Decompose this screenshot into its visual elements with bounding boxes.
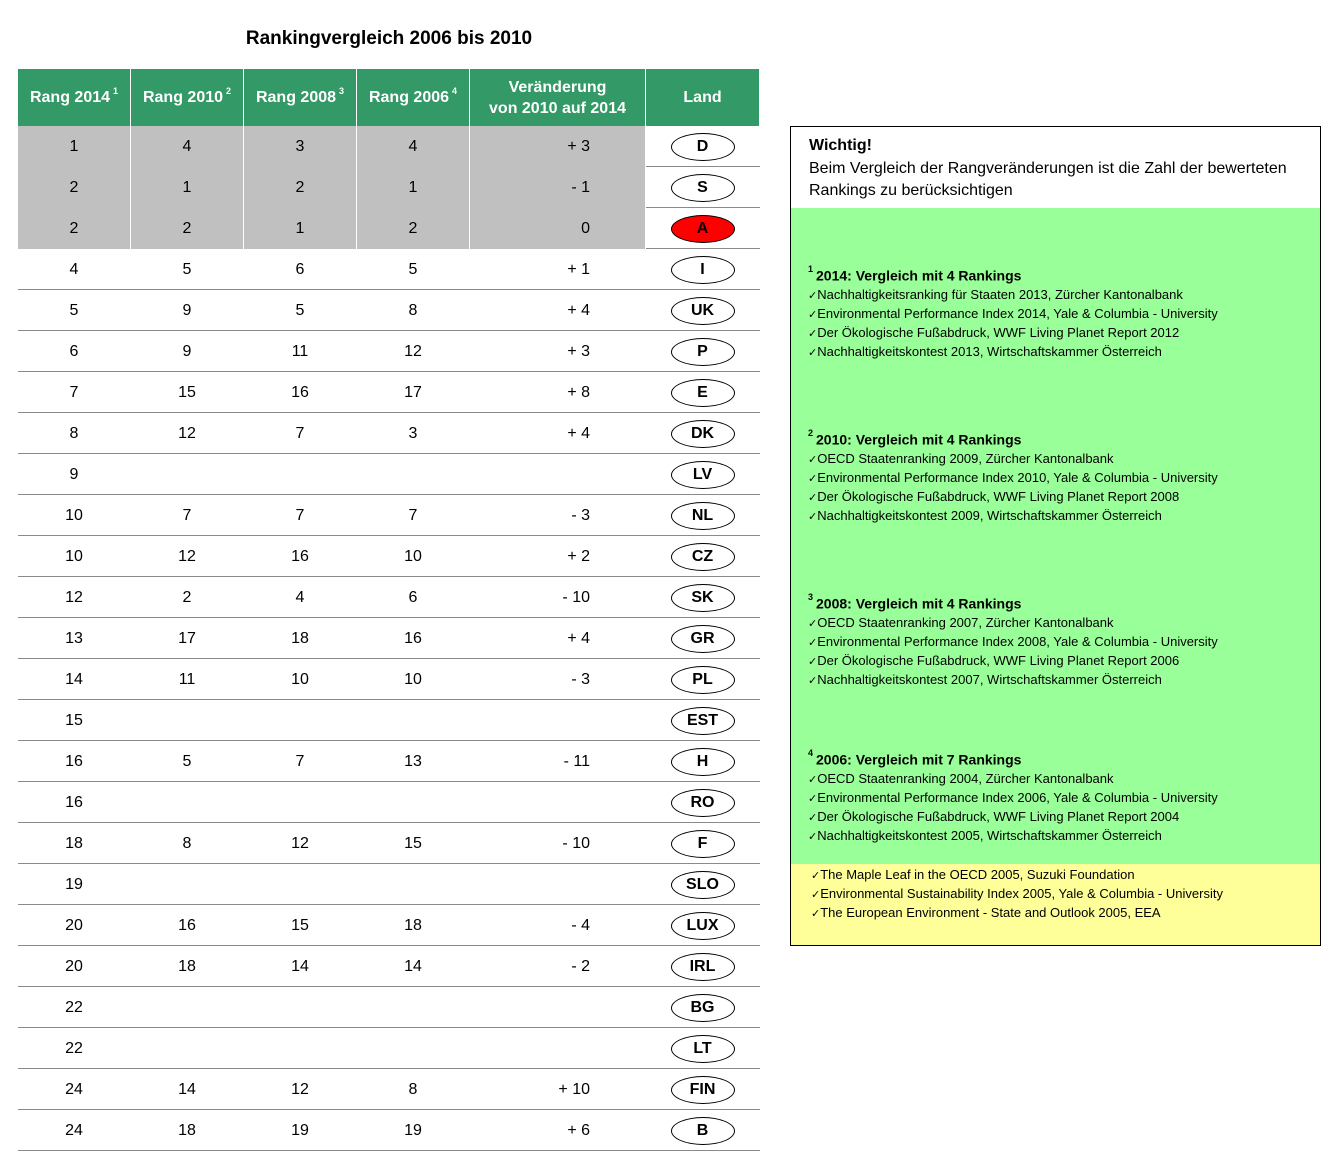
cell-rang-2010: 8	[182, 834, 192, 852]
cell-rang-2008: 3	[244, 126, 356, 167]
change-value: + 4	[567, 424, 590, 442]
cell-rang-2010: 12	[178, 547, 196, 565]
cell-rang-2010	[131, 700, 243, 741]
check-icon: ✓	[808, 309, 818, 321]
cell-rang-2008: 16	[291, 383, 309, 401]
cell-veraenderung	[470, 413, 645, 454]
table-row	[18, 126, 760, 167]
ranking-section	[808, 428, 1313, 526]
table-row	[18, 1069, 760, 1110]
info-extra-rankings	[791, 864, 1320, 945]
cell-veraenderung	[470, 1110, 645, 1151]
change-value: + 3	[567, 137, 590, 155]
cell-land	[646, 331, 759, 372]
cell-land	[646, 249, 759, 290]
cell-land	[646, 618, 759, 659]
cell-rang-2010: 5	[182, 752, 192, 770]
cell-land	[646, 946, 759, 987]
cell-rang-2008: 12	[291, 1080, 309, 1098]
cell-land	[646, 167, 759, 208]
cell-rang-2010: 5	[182, 260, 192, 278]
change-value: + 10	[558, 1080, 590, 1098]
table-row	[18, 987, 760, 1028]
info-header	[791, 127, 1320, 208]
table-row	[18, 659, 760, 700]
cell-veraenderung	[470, 126, 645, 167]
cell-rang-2010: 16	[178, 916, 196, 934]
header-land: Land	[646, 69, 759, 126]
list-item: ✓Der Ökologische Fußabdruck, WWF Living Planet Report 2012	[808, 325, 1180, 340]
list-item: ✓The European Environment - State and Outlook 2005, EEA	[811, 905, 1161, 920]
cell-rang-2008: 14	[291, 957, 309, 975]
change-value: - 3	[571, 670, 590, 688]
check-icon: ✓	[808, 618, 818, 630]
cell-veraenderung	[470, 823, 645, 864]
country-badge: E	[671, 379, 735, 407]
table-row	[18, 413, 760, 454]
cell-rang-2006: 3	[408, 424, 418, 442]
table-row	[18, 495, 760, 536]
cell-rang-2010	[131, 782, 243, 823]
country-badge: DK	[671, 420, 735, 448]
header-rang-2008: Rang 2008 $^3$	[244, 69, 356, 126]
cell-rang-2014: 6	[69, 342, 79, 360]
cell-land	[646, 1110, 759, 1151]
country-badge: S	[671, 174, 735, 202]
cell-rang-2008: 7	[295, 424, 305, 442]
ranking-table	[18, 69, 760, 1151]
country-badge: H	[671, 748, 735, 776]
check-icon: ✓	[808, 656, 818, 668]
cell-rang-2006: 14	[404, 957, 422, 975]
cell-rang-2008: 7	[295, 506, 305, 524]
list-item: ✓OECD Staatenranking 2009, Zürcher Kantonalbank	[808, 451, 1114, 466]
country-badge: LUX	[671, 912, 735, 940]
change-value: - 11	[563, 752, 590, 770]
check-icon: ✓	[808, 328, 818, 340]
check-icon: ✓	[811, 889, 821, 901]
table-row	[18, 208, 760, 249]
cell-rang-2014: 24	[65, 1121, 83, 1139]
cell-land	[646, 700, 759, 741]
cell-rang-2006: 6	[408, 588, 418, 606]
table-row	[18, 946, 760, 987]
cell-rang-2008	[244, 864, 356, 905]
ranking-section	[808, 264, 1313, 362]
change-value: + 3	[567, 342, 590, 360]
cell-land	[646, 208, 759, 249]
table-row	[18, 454, 760, 495]
cell-rang-2006: 8	[408, 301, 418, 319]
list-item: ✓Nachhaltigkeitskontest 2005, Wirtschaftskammer Österreich	[808, 828, 1162, 843]
list-item: ✓Nachhaltigkeitskontest 2013, Wirtschaftskammer Österreich	[808, 344, 1162, 359]
cell-rang-2010: 18	[178, 1121, 196, 1139]
cell-land	[646, 1028, 759, 1069]
table-row	[18, 700, 760, 741]
cell-rang-2014: 15	[65, 711, 83, 729]
check-icon: ✓	[808, 347, 818, 359]
cell-rang-2014: 19	[65, 875, 83, 893]
cell-rang-2008: 10	[291, 670, 309, 688]
check-icon: ✓	[808, 812, 818, 824]
cell-rang-2006: 18	[404, 916, 422, 934]
cell-veraenderung	[470, 1069, 645, 1110]
cell-rang-2006: 7	[408, 506, 418, 524]
table-row	[18, 905, 760, 946]
table-row	[18, 167, 760, 208]
country-badge: CZ	[671, 543, 735, 571]
cell-rang-2014: 22	[65, 998, 83, 1016]
cell-rang-2010	[131, 864, 243, 905]
table-row	[18, 290, 760, 331]
country-badge: NL	[671, 502, 735, 530]
cell-rang-2014: 24	[65, 1080, 83, 1098]
cell-rang-2008: 5	[295, 301, 305, 319]
country-badge: GR	[671, 625, 735, 653]
cell-veraenderung	[470, 454, 645, 495]
check-icon: ✓	[808, 675, 818, 687]
cell-veraenderung	[470, 208, 645, 249]
cell-rang-2008: 6	[295, 260, 305, 278]
cell-rang-2014: 2	[18, 208, 130, 249]
cell-rang-2010: 2	[131, 208, 243, 249]
cell-veraenderung	[470, 167, 645, 208]
extra-rankings-list	[811, 866, 1223, 923]
table-row	[18, 1028, 760, 1069]
cell-land	[646, 987, 759, 1028]
list-item: ✓Environmental Performance Index 2008, Yale & Columbia - University	[808, 634, 1218, 649]
cell-rang-2010: 11	[178, 670, 196, 688]
country-badge: EST	[671, 707, 735, 735]
cell-land	[646, 823, 759, 864]
cell-rang-2008: 7	[295, 752, 305, 770]
cell-rang-2014: 13	[65, 629, 83, 647]
cell-rang-2010: 17	[178, 629, 196, 647]
info-text: Beim Vergleich der Rangveränderungen ist die Zahl der bewerteten Rankings zu berücksichtigen	[809, 160, 1287, 199]
cell-rang-2014: 12	[65, 588, 83, 606]
section-title: $^4$ 2006: Vergleich mit 7 Rankings	[808, 748, 1022, 768]
cell-land	[646, 126, 759, 167]
header-rang-2010: Rang 2010 $^2$	[131, 69, 243, 126]
cell-rang-2014: 14	[65, 670, 83, 688]
list-item: ✓Environmental Sustainability Index 2005, Yale & Columbia - University	[811, 886, 1223, 901]
country-badge: LV	[671, 461, 735, 489]
cell-rang-2014: 10	[65, 547, 83, 565]
list-item: ✓Nachhaltigkeitskontest 2007, Wirtschaftskammer Österreich	[808, 672, 1162, 687]
cell-rang-2010: 4	[131, 126, 243, 167]
cell-rang-2010	[131, 454, 243, 495]
table-row	[18, 782, 760, 823]
country-badge: A	[671, 215, 735, 243]
cell-veraenderung	[470, 987, 645, 1028]
cell-rang-2006	[357, 1028, 469, 1069]
change-value: + 1	[567, 260, 590, 278]
cell-rang-2014: 5	[69, 301, 79, 319]
country-badge: RO	[671, 789, 735, 817]
cell-rang-2014: 16	[65, 793, 83, 811]
cell-rang-2010: 9	[182, 301, 192, 319]
cell-rang-2010: 9	[182, 342, 192, 360]
cell-rang-2006	[357, 782, 469, 823]
country-badge: IRL	[671, 953, 735, 981]
section-title: $^3$ 2008: Vergleich mit 4 Rankings	[808, 592, 1022, 612]
cell-land	[646, 659, 759, 700]
list-item: ✓Nachhaltigkeitsranking für Staaten 2013, Zürcher Kantonalbank	[808, 287, 1183, 302]
list-item: ✓Der Ökologische Fußabdruck, WWF Living Planet Report 2008	[808, 489, 1180, 504]
country-badge: SLO	[671, 871, 735, 899]
table-row	[18, 536, 760, 577]
ranking-section	[808, 748, 1313, 846]
table-row	[18, 577, 760, 618]
table-row	[18, 331, 760, 372]
list-item: ✓Environmental Performance Index 2014, Yale & Columbia - University	[808, 306, 1218, 321]
cell-rang-2010: 1	[131, 167, 243, 208]
cell-rang-2008: 12	[291, 834, 309, 852]
info-sections	[791, 208, 1320, 864]
cell-rang-2006: 4	[357, 126, 469, 167]
cell-rang-2006: 19	[404, 1121, 422, 1139]
cell-land	[646, 741, 759, 782]
cell-rang-2008: 16	[291, 547, 309, 565]
list-item: ✓Environmental Performance Index 2006, Yale & Columbia - University	[808, 790, 1218, 805]
cell-veraenderung	[470, 659, 645, 700]
table-body	[18, 126, 760, 1151]
country-badge: I	[671, 256, 735, 284]
cell-rang-2008	[244, 1028, 356, 1069]
cell-veraenderung	[470, 1028, 645, 1069]
cell-rang-2014: 10	[65, 506, 83, 524]
list-item: ✓Der Ökologische Fußabdruck, WWF Living Planet Report 2006	[808, 653, 1180, 668]
list-item: ✓Nachhaltigkeitskontest 2009, Wirtschaftskammer Österreich	[808, 508, 1162, 523]
cell-veraenderung	[470, 577, 645, 618]
cell-land	[646, 1069, 759, 1110]
cell-rang-2006: 10	[404, 670, 422, 688]
header-rang-2014: Rang 2014 $^1$	[18, 69, 130, 126]
change-value: - 10	[562, 834, 590, 852]
check-icon: ✓	[808, 793, 818, 805]
change-value: - 2	[571, 957, 590, 975]
check-icon: ✓	[808, 290, 818, 302]
cell-rang-2014: 9	[69, 465, 79, 483]
country-badge: F	[671, 830, 735, 858]
cell-land	[646, 413, 759, 454]
info-box	[790, 126, 1321, 946]
table-row	[18, 372, 760, 413]
cell-rang-2006: 13	[404, 752, 422, 770]
cell-veraenderung	[470, 741, 645, 782]
cell-rang-2010: 12	[178, 424, 196, 442]
cell-rang-2010: 18	[178, 957, 196, 975]
cell-rang-2006: 12	[404, 342, 422, 360]
country-badge: UK	[671, 297, 735, 325]
cell-rang-2006: 1	[357, 167, 469, 208]
cell-rang-2014: 4	[69, 260, 79, 278]
cell-veraenderung	[470, 946, 645, 987]
cell-rang-2008: 1	[244, 208, 356, 249]
country-badge: SK	[671, 584, 735, 612]
cell-rang-2006	[357, 454, 469, 495]
cell-rang-2008	[244, 782, 356, 823]
change-value: - 4	[571, 916, 590, 934]
cell-land	[646, 290, 759, 331]
check-icon: ✓	[808, 511, 818, 523]
check-icon: ✓	[808, 831, 818, 843]
list-item: ✓Environmental Performance Index 2010, Yale & Columbia - University	[808, 470, 1218, 485]
cell-land	[646, 454, 759, 495]
country-badge: BG	[671, 994, 735, 1022]
cell-rang-2008: 4	[295, 588, 305, 606]
header-rang-2006: Rang 2006 $^4$	[357, 69, 469, 126]
cell-rang-2008: 19	[291, 1121, 309, 1139]
cell-rang-2008: 11	[291, 342, 309, 360]
cell-land	[646, 864, 759, 905]
cell-veraenderung	[470, 536, 645, 577]
cell-land	[646, 905, 759, 946]
info-title: Wichtig!	[809, 137, 872, 154]
cell-rang-2008: 2	[244, 167, 356, 208]
country-badge: D	[671, 133, 735, 161]
cell-rang-2010: 7	[182, 506, 192, 524]
change-value: + 6	[567, 1121, 590, 1139]
cell-rang-2014: 2	[18, 167, 130, 208]
cell-rang-2014: 16	[65, 752, 83, 770]
cell-land	[646, 577, 759, 618]
cell-rang-2014: 7	[69, 383, 79, 401]
cell-veraenderung	[470, 331, 645, 372]
cell-rang-2008	[244, 454, 356, 495]
table-row	[18, 249, 760, 290]
change-value: + 2	[567, 547, 590, 565]
cell-rang-2006	[357, 987, 469, 1028]
change-value: - 10	[562, 588, 590, 606]
cell-rang-2008	[244, 700, 356, 741]
cell-veraenderung	[470, 864, 645, 905]
ranking-section	[808, 592, 1313, 690]
header-veraenderung: Veränderung von 2010 auf 2014	[470, 69, 645, 126]
list-item: ✓The Maple Leaf in the OECD 2005, Suzuki Foundation	[811, 867, 1135, 882]
cell-rang-2010	[131, 987, 243, 1028]
cell-veraenderung	[470, 249, 645, 290]
check-icon: ✓	[808, 637, 818, 649]
change-value: + 4	[567, 629, 590, 647]
cell-rang-2006: 16	[404, 629, 422, 647]
change-value: + 4	[567, 301, 590, 319]
table-row	[18, 864, 760, 905]
list-item: ✓OECD Staatenranking 2004, Zürcher Kantonalbank	[808, 771, 1114, 786]
change-value: 0	[581, 219, 590, 237]
country-badge: PL	[671, 666, 735, 694]
cell-rang-2014: 20	[65, 957, 83, 975]
check-icon: ✓	[808, 473, 818, 485]
cell-rang-2008: 15	[291, 916, 309, 934]
cell-veraenderung	[470, 618, 645, 659]
section-title: $^1$ 2014: Vergleich mit 4 Rankings	[808, 264, 1022, 284]
cell-rang-2008: 18	[291, 629, 309, 647]
country-badge: P	[671, 338, 735, 366]
change-value: - 3	[571, 506, 590, 524]
country-badge: FIN	[671, 1076, 735, 1104]
cell-rang-2010: 2	[182, 588, 192, 606]
check-icon: ✓	[808, 774, 818, 786]
cell-rang-2014: 22	[65, 1039, 83, 1057]
table-header-row	[18, 69, 760, 126]
page-title: Rankingvergleich 2006 bis 2010	[245, 28, 533, 49]
change-value: - 1	[571, 178, 590, 196]
cell-rang-2010: 14	[178, 1080, 196, 1098]
cell-rang-2006: 2	[357, 208, 469, 249]
cell-veraenderung	[470, 372, 645, 413]
check-icon: ✓	[811, 870, 821, 882]
cell-veraenderung	[470, 290, 645, 331]
table-row	[18, 1110, 760, 1151]
section-title: $^2$ 2010: Vergleich mit 4 Rankings	[808, 428, 1022, 448]
country-badge: B	[671, 1117, 735, 1145]
table-row	[18, 741, 760, 782]
cell-rang-2010: 15	[178, 383, 196, 401]
table-row	[18, 618, 760, 659]
table-row	[18, 823, 760, 864]
cell-rang-2014: 8	[69, 424, 79, 442]
cell-rang-2006	[357, 864, 469, 905]
list-item: ✓OECD Staatenranking 2007, Zürcher Kantonalbank	[808, 615, 1114, 630]
list-item: ✓Der Ökologische Fußabdruck, WWF Living Planet Report 2004	[808, 809, 1180, 824]
change-value: + 8	[567, 383, 590, 401]
cell-veraenderung	[470, 495, 645, 536]
country-badge: LT	[671, 1035, 735, 1063]
check-icon: ✓	[808, 454, 818, 466]
check-icon: ✓	[811, 908, 821, 920]
cell-rang-2014: 1	[18, 126, 130, 167]
cell-rang-2010	[131, 1028, 243, 1069]
cell-veraenderung	[470, 905, 645, 946]
check-icon: ✓	[808, 492, 818, 504]
cell-land	[646, 536, 759, 577]
cell-land	[646, 495, 759, 536]
cell-rang-2014: 20	[65, 916, 83, 934]
cell-rang-2008	[244, 987, 356, 1028]
cell-rang-2006: 8	[408, 1080, 418, 1098]
cell-land	[646, 372, 759, 413]
cell-rang-2006: 15	[404, 834, 422, 852]
cell-veraenderung	[470, 782, 645, 823]
cell-rang-2006: 5	[408, 260, 418, 278]
cell-veraenderung	[470, 700, 645, 741]
cell-rang-2006: 10	[404, 547, 422, 565]
cell-land	[646, 782, 759, 823]
cell-rang-2006	[357, 700, 469, 741]
cell-rang-2014: 18	[65, 834, 83, 852]
cell-rang-2006: 17	[404, 383, 422, 401]
